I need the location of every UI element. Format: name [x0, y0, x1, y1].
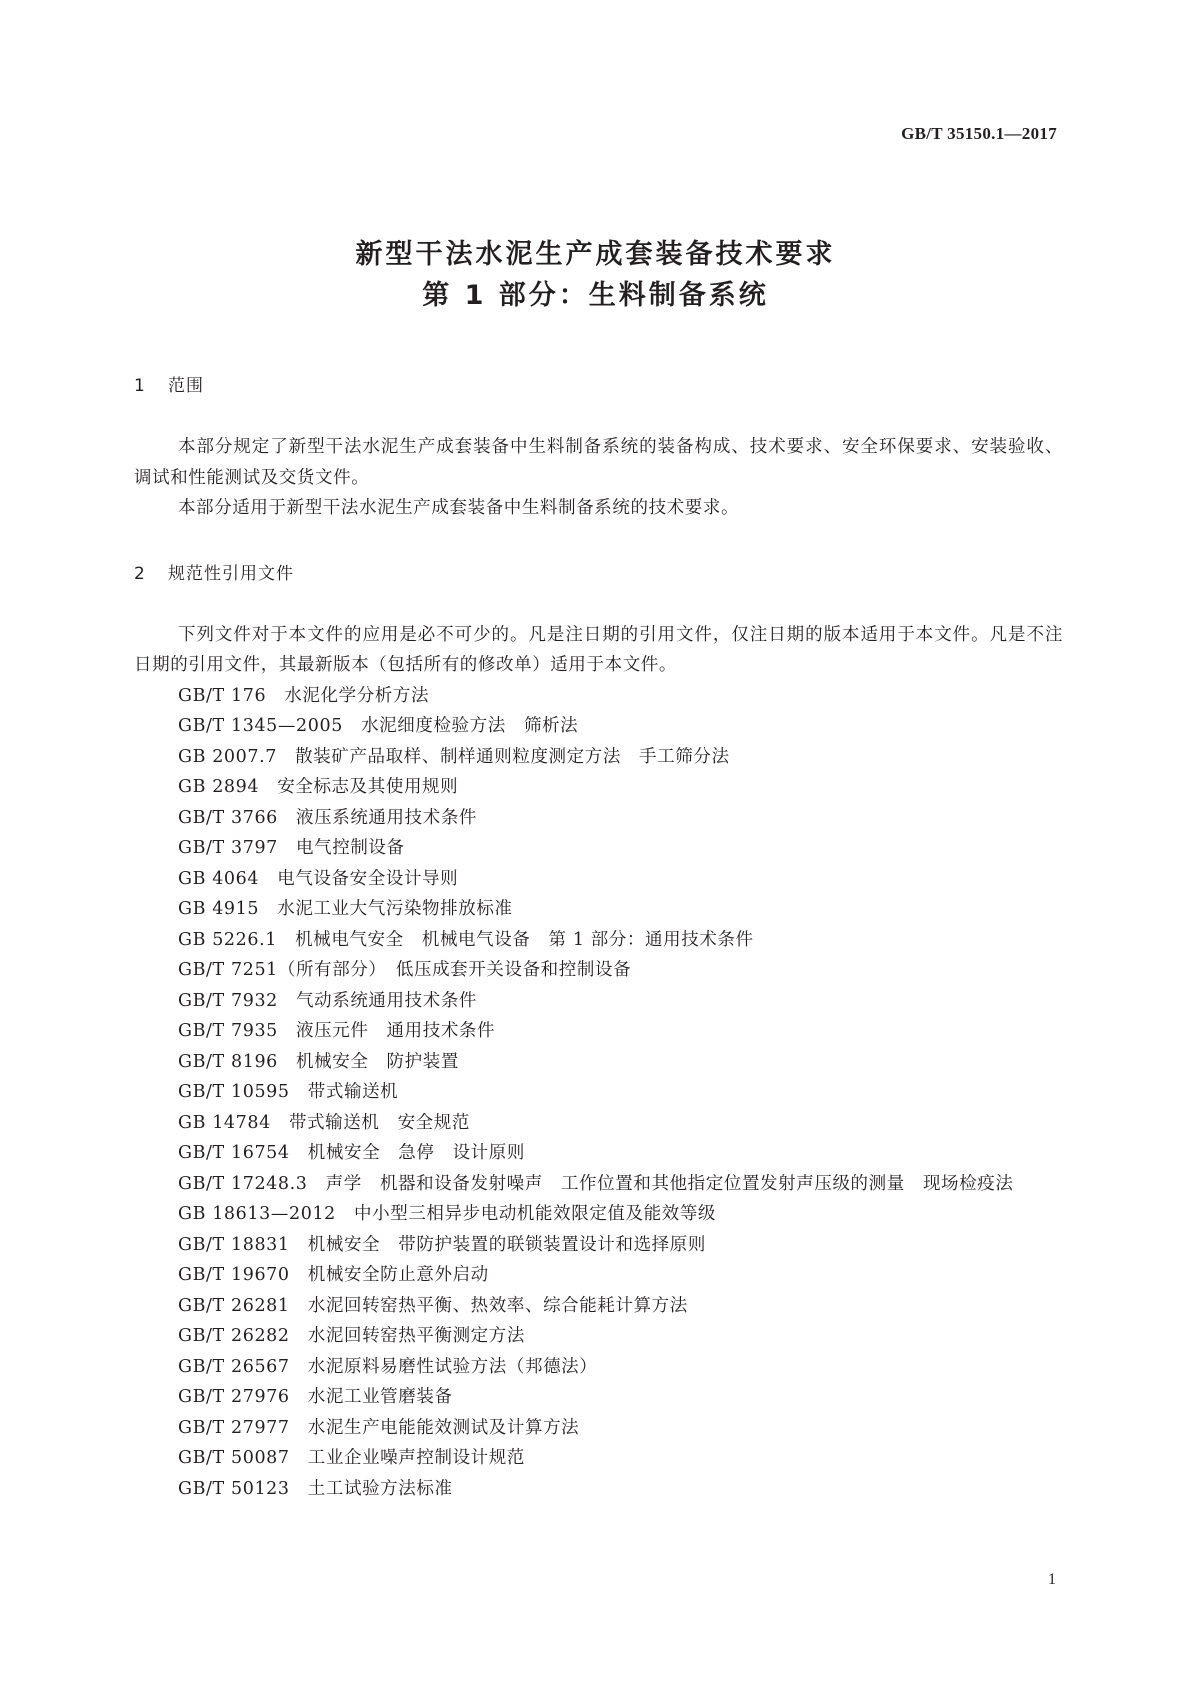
reference-code: GB/T 26567: [178, 1356, 290, 1377]
reference-title: 中小型三相异步电动机能效限定值及能效等级: [354, 1204, 717, 1224]
reference-item: [134, 1138, 1063, 1169]
reference-item: [134, 1077, 1063, 1108]
section-number: 1: [134, 376, 146, 396]
document-title: 新型干法水泥生产成套装备技术要求: [355, 239, 836, 270]
reference-code: GB/T 26281: [178, 1295, 290, 1316]
reference-code: GB/T 18831: [178, 1234, 290, 1255]
reference-title: 水泥回转窑热平衡、热效率、综合能耗计算方法: [307, 1295, 688, 1316]
reference-title: 水泥细度检验方法 筛析法: [361, 716, 579, 736]
reference-item: [134, 1321, 1063, 1352]
reference-code: GB 4064: [178, 868, 260, 889]
reference-title: 液压元件 通用技术条件: [296, 1021, 496, 1041]
reference-item: [134, 1382, 1063, 1413]
standard-code: GB/T 35150.1—2017: [901, 124, 1057, 143]
reference-code: GB/T 27976: [178, 1387, 290, 1407]
reference-title: 水泥工业大气污染物排放标准: [277, 899, 513, 919]
reference-item: [134, 986, 1063, 1017]
reference-title: 机械电气安全 机械电气设备 第 1 部分：通用技术条件: [295, 929, 754, 950]
document-subtitle: 第 1 部分：生料制备系统: [422, 280, 769, 311]
reference-code: GB 14784: [178, 1112, 271, 1133]
reference-title: 水泥生产电能能效测试及计算方法: [307, 1417, 580, 1438]
reference-item: [134, 925, 1063, 956]
reference-code: GB/T 3797: [178, 838, 278, 858]
reference-code: GB 5226.1: [178, 929, 278, 950]
reference-item: [134, 1260, 1063, 1291]
reference-item: [134, 1230, 1063, 1261]
reference-title: 液压系统通用技术条件: [296, 807, 478, 828]
reference-title: 带式输送机: [307, 1082, 399, 1102]
reference-item: [134, 681, 1063, 712]
reference-code: GB/T 50087: [178, 1448, 290, 1468]
reference-item: [134, 1413, 1063, 1444]
reference-item: [134, 742, 1063, 773]
reference-code: GB 2894: [178, 777, 260, 797]
section-heading-scope: [134, 372, 1063, 400]
reference-list: [134, 681, 1063, 1505]
reference-item: [134, 1016, 1063, 1047]
reference-item: [134, 1443, 1063, 1474]
reference-item: [134, 1474, 1063, 1505]
reference-code: GB/T 7932: [178, 990, 278, 1011]
reference-code: GB/T 16754: [178, 1143, 290, 1163]
reference-item: [134, 803, 1063, 834]
reference-code: GB/T 27977: [178, 1417, 290, 1438]
reference-title: 电气控制设备: [296, 838, 405, 858]
reference-item: [134, 1108, 1063, 1139]
reference-code: GB 18613—2012: [178, 1204, 336, 1224]
document-body: [134, 372, 1063, 1504]
reference-item: [134, 864, 1063, 895]
reference-code: GB 4915: [178, 899, 260, 919]
reference-code: GB/T 17248.3: [178, 1173, 308, 1194]
reference-code: GB/T 176: [178, 685, 267, 706]
reference-code: GB/T 7935: [178, 1021, 278, 1041]
paragraph: 下列文件对于本文件的应用是必不可少的。凡是注日期的引用文件，仅注日期的版本适用于本文件。凡是不注日期的引用文件，其最新版本（包括所有的修改单）适用于本文件。: [134, 624, 1063, 675]
reference-item: [134, 1199, 1063, 1230]
reference-title: 低压成套开关设备和控制设备: [395, 960, 632, 980]
reference-title: 电气设备安全设计导则: [277, 868, 459, 889]
reference-title: 土工试验方法标准: [307, 1478, 453, 1499]
reference-item: [134, 833, 1063, 864]
reference-title: 带式输送机 安全规范: [288, 1112, 470, 1133]
reference-title: 水泥工业管磨装备: [307, 1387, 453, 1407]
reference-title: 散装矿产品取样、制样通则粒度测定方法 手工筛分法: [295, 746, 730, 767]
page-number: 1: [1048, 1571, 1056, 1588]
reference-title: 机械安全 防护装置: [296, 1051, 459, 1072]
reference-item: [134, 1047, 1063, 1078]
reference-item: [134, 894, 1063, 925]
reference-title: 水泥化学分析方法: [284, 685, 430, 706]
section-heading-normative-references: [134, 560, 1063, 588]
reference-title: 工业企业噪声控制设计规范: [307, 1448, 525, 1468]
reference-item: [134, 1352, 1063, 1383]
reference-code: GB/T 10595: [178, 1082, 290, 1102]
reference-code: GB/T 26282: [178, 1326, 290, 1346]
reference-title: 水泥原料易磨性试验方法（邦德法）: [307, 1356, 598, 1377]
reference-title: 机械安全 急停 设计原则: [307, 1143, 525, 1163]
reference-code: GB/T 1345—2005: [178, 716, 343, 736]
reference-title: 水泥回转窑热平衡测定方法: [307, 1326, 525, 1346]
section-title: 范围: [168, 376, 204, 396]
reference-title: 声学 机器和设备发射噪声 工作位置和其他指定位置发射声压级的测量 现场检疫法: [325, 1173, 1014, 1194]
reference-item: [134, 955, 1063, 986]
reference-code: GB/T 8196: [178, 1051, 278, 1072]
reference-title: 气动系统通用技术条件: [296, 990, 478, 1011]
reference-title: 机械安全防止意外启动: [307, 1265, 489, 1285]
reference-item: [134, 1291, 1063, 1322]
reference-item: [134, 1169, 1063, 1200]
reference-title: 机械安全 带防护装置的联锁装置设计和选择原则: [307, 1234, 706, 1255]
section-title: 规范性引用文件: [168, 563, 294, 584]
reference-code: GB/T 50123: [178, 1478, 290, 1499]
reference-code: GB/T 7251（所有部分）: [178, 960, 378, 980]
paragraph: 本部分适用于新型干法水泥生产成套装备中生料制备系统的技术要求。: [178, 498, 740, 518]
reference-title: 安全标志及其使用规则: [277, 777, 459, 797]
section-number: 2: [134, 563, 146, 584]
reference-code: GB/T 19670: [178, 1265, 290, 1285]
reference-code: GB/T 3766: [178, 807, 278, 828]
reference-item: [134, 711, 1063, 742]
reference-item: [134, 772, 1063, 803]
paragraph: 本部分规定了新型干法水泥生产成套装备中生料制备系统的装备构成、技术要求、安全环保要求、安装验收、调试和性能测试及交货文件。: [134, 437, 1063, 488]
reference-code: GB 2007.7: [178, 746, 278, 767]
